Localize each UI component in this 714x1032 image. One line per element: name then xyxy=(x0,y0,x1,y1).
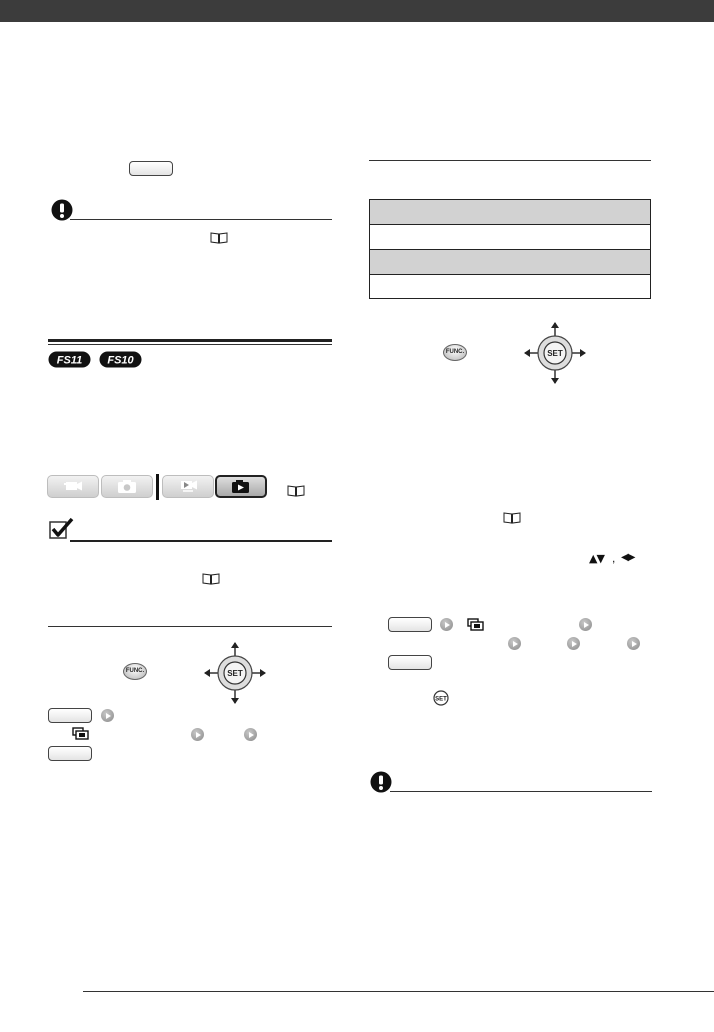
func-button-icon: FUNC. xyxy=(443,344,467,361)
page-reference-icon xyxy=(287,485,305,497)
important-icon xyxy=(51,199,73,221)
important-heading-rule xyxy=(390,791,652,792)
func-button-icon: FUNC. xyxy=(123,663,147,680)
footer-rule xyxy=(83,991,714,992)
next-step-arrow-icon xyxy=(101,709,114,722)
menu-button-icon xyxy=(388,617,432,632)
svg-text:FS10: FS10 xyxy=(107,354,134,367)
arrow-separator: , xyxy=(612,551,616,565)
section-rule-right xyxy=(369,160,651,161)
page-reference-icon xyxy=(503,512,521,524)
subsection-rule-left xyxy=(48,626,332,627)
set-button-icon xyxy=(433,690,449,706)
next-step-arrow-icon xyxy=(508,637,521,650)
notes-check-icon xyxy=(48,517,74,541)
photo-playback-icon xyxy=(215,475,267,498)
section-rule-bottom xyxy=(48,344,332,345)
func-button-icon-box xyxy=(48,746,92,761)
table-row xyxy=(370,275,650,300)
image-operation-icon xyxy=(467,618,484,631)
func-button-icon-box xyxy=(388,655,432,670)
joystick-icon xyxy=(523,321,587,385)
movie-playback-icon xyxy=(162,475,214,498)
mode-separator xyxy=(156,474,159,500)
table-row xyxy=(370,250,650,275)
next-step-arrow-icon xyxy=(191,728,204,741)
page-reference-icon xyxy=(210,232,228,244)
next-step-arrow-icon xyxy=(567,637,580,650)
photo-mode-button[interactable] xyxy=(101,475,153,498)
important-icon xyxy=(370,771,392,793)
joystick-icon xyxy=(203,641,267,705)
table-row xyxy=(370,200,650,225)
fs10-model-badge xyxy=(99,351,142,368)
fs11-model-badge xyxy=(48,351,91,368)
next-step-arrow-icon xyxy=(440,618,453,631)
svg-text:FS11: FS11 xyxy=(56,354,83,367)
important-heading-rule xyxy=(70,219,332,220)
svg-text:SET: SET xyxy=(227,669,243,678)
svg-text:SET: SET xyxy=(435,696,447,703)
section-rule-top xyxy=(48,339,332,342)
page-header-bar xyxy=(0,0,714,22)
movie-mode-button[interactable] xyxy=(47,475,99,498)
up-down-arrows-icon: ▲▼ xyxy=(589,552,604,565)
photo-mode-icon xyxy=(101,475,153,498)
options-table xyxy=(369,199,651,299)
next-step-arrow-icon xyxy=(244,728,257,741)
menu-button-icon xyxy=(48,708,92,723)
image-operation-icon xyxy=(72,727,89,740)
menu-button-icon xyxy=(129,161,173,176)
notes-heading-rule xyxy=(70,540,332,542)
movie-playback-button[interactable] xyxy=(162,475,214,498)
left-right-arrows-icon: ◀▶ xyxy=(621,552,635,563)
next-step-arrow-icon xyxy=(627,637,640,650)
page-reference-icon xyxy=(202,573,220,585)
next-step-arrow-icon xyxy=(579,618,592,631)
movie-mode-icon xyxy=(47,475,99,498)
svg-text:SET: SET xyxy=(547,349,563,358)
table-row xyxy=(370,225,650,250)
photo-playback-button[interactable] xyxy=(215,475,267,498)
